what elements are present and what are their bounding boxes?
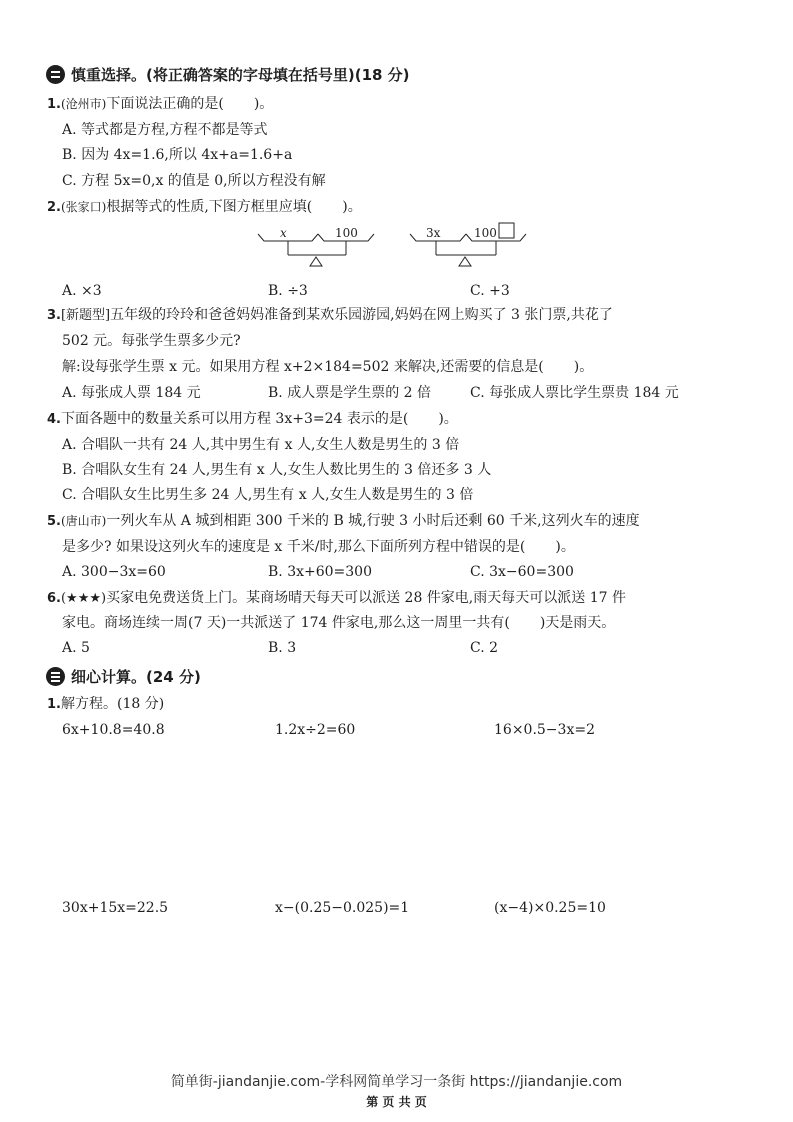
balance-1-left-label: x: [280, 226, 287, 240]
equation: (x−4)×0.25=10: [494, 900, 606, 916]
question-source: (沧州市): [60, 97, 107, 111]
section-2-number-badge: [46, 65, 65, 84]
option-a: A. ×3: [62, 283, 102, 299]
equation: x−(0.25−0.025)=1: [275, 900, 410, 916]
question-6-line-2: 家电。商场连续一周(7 天)一共派送了 174 件家电,那么这一周里一共有( )天是雨天。: [62, 615, 616, 631]
question-5-line-2: 是多少? 如果设这列火车的速度是 x 千米/时,那么下面所列方程中错误的是( )。: [62, 539, 575, 555]
equation: 6x+10.8=40.8: [62, 722, 165, 738]
balance-1-right-label: 100: [335, 226, 358, 240]
option-a: A. 每张成人票 184 元: [62, 385, 201, 401]
option-b: B. 3: [268, 640, 297, 656]
section-3-title: 细心计算。(24 分): [71, 668, 201, 686]
option-a: A. 等式都是方程,方程不都是等式: [62, 122, 268, 138]
option-b: B. 成人票是学生票的 2 倍: [268, 385, 431, 401]
option-b: B. 因为 4x=1.6,所以 4x+a=1.6+a: [62, 147, 293, 163]
question-3: 3.[新题型]五年级的玲玲和爸爸妈妈准备到某欢乐园游园,妈妈在网上购买了 3 张门票,共花了: [47, 307, 613, 323]
question-source: (唐山市): [60, 514, 107, 528]
option-c: C. 2: [470, 640, 499, 656]
balance-2-left-label: 3x: [426, 226, 441, 240]
equation: 16×0.5−3x=2: [494, 722, 595, 738]
option-c: C. 方程 5x=0,x 的值是 0,所以方程没有解: [62, 173, 326, 189]
option-b: B. ÷3: [268, 283, 308, 299]
option-b: B. 3x+60=300: [268, 564, 372, 580]
option-a: A. 5: [62, 640, 90, 656]
option-c: C. +3: [470, 283, 510, 299]
option-a: A. 300−3x=60: [62, 564, 166, 580]
answer-box: [499, 223, 514, 238]
question-2: 2.(张家口)根据等式的性质,下图方框里应填( )。: [47, 199, 362, 215]
question-1: 1.(沧州市)下面说法正确的是( )。: [47, 96, 274, 112]
question-5: 5.(唐山市)一列火车从 A 城到相距 300 千米的 B 城,行驶 3 小时后还剩 60 千米,这列火车的速度: [47, 513, 640, 529]
question-3-line-2: 502 元。每张学生票多少元?: [62, 333, 241, 349]
section-2-title: 慎重选择。(将正确答案的字母填在括号里)(18 分): [71, 66, 410, 84]
page-number: 第 页 共 页: [366, 1095, 427, 1109]
question-6: 6.(★★★)买家电免费送货上门。某商场晴天每天可以派送 28 件家电,雨天每天可以派送 17 件: [47, 590, 626, 606]
section-3-number-badge: [46, 667, 65, 686]
section-3-question-1: 1.解方程。(18 分): [47, 696, 165, 712]
question-source: (张家口): [60, 200, 107, 214]
footer-watermark: 简单街-jiandanjie.com-学科网简单学习一条街 https://jiandanjie.com: [170, 1074, 623, 1090]
option-c: C. 3x−60=300: [470, 564, 574, 580]
question-tag: [新题型]: [60, 308, 111, 323]
option-c: C. 合唱队女生比男生多 24 人,男生有 x 人,女生人数是男生的 3 倍: [62, 487, 474, 503]
section-3-heading: [46, 666, 201, 687]
option-c: C. 每张成人票比学生票贵 184 元: [470, 385, 679, 401]
option-b: B. 合唱队女生有 24 人,男生有 x 人,女生人数比男生的 3 倍还多 3 人: [62, 462, 492, 478]
equation: 30x+15x=22.5: [62, 900, 169, 916]
difficulty-stars: (★★★): [60, 591, 107, 606]
equation: 1.2x÷2=60: [275, 722, 356, 738]
balance-diagrams: [250, 222, 550, 272]
question-4: 4.下面各题中的数量关系可以用方程 3x+3=24 表示的是( )。: [47, 411, 458, 427]
option-a: A. 合唱队一共有 24 人,其中男生有 x 人,女生人数是男生的 3 倍: [62, 437, 460, 453]
question-3-line-3: 解:设每张学生票 x 元。如果用方程 x+2×184=502 来解决,还需要的信息是( )。: [62, 359, 594, 375]
balance-2-right-label: 100: [474, 226, 497, 240]
section-2-heading: [46, 64, 410, 85]
